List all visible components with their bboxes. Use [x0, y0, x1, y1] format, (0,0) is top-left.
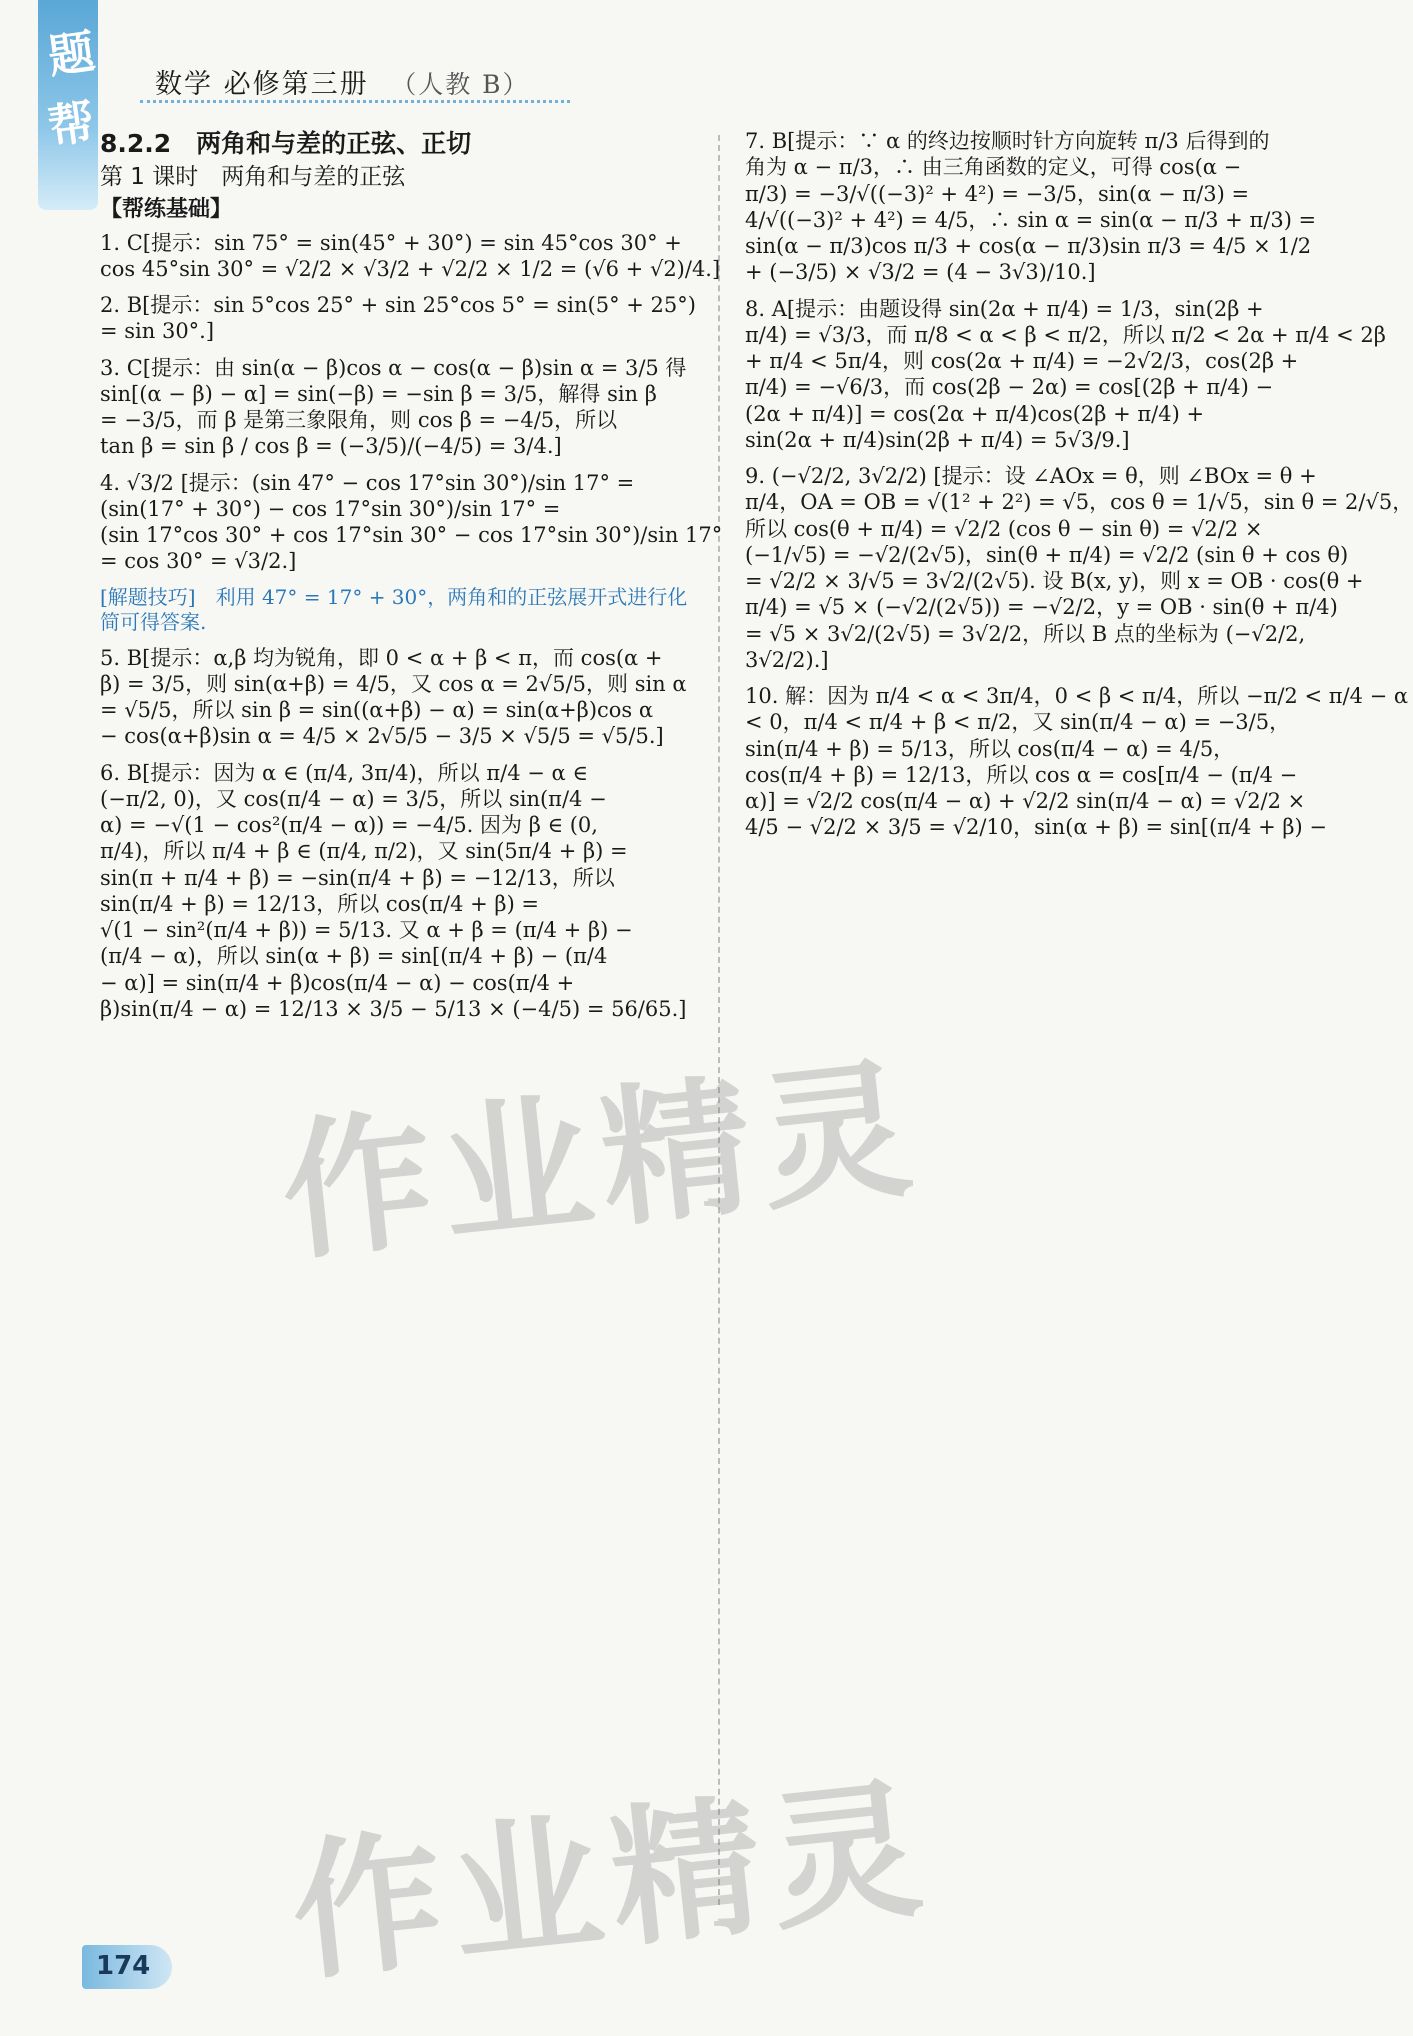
answer-line: (π/4 − α)，所以 sin(α + β) = sin[(π/4 + β) − (π/4 — [100, 944, 608, 969]
answer-line: sin(2α + π/4)sin(2β + π/4) = 5√3/9.] — [745, 427, 1130, 452]
brand-char-1: 题 — [44, 24, 98, 84]
answer-item — [100, 230, 721, 283]
left-answer-list — [100, 230, 723, 1023]
right-column — [745, 128, 1413, 851]
answer-line: 10. 解：因为 π/4 < α < 3π/4，0 < β < π/4，所以 −π/2 < π/4 − α — [745, 684, 1409, 708]
answer-item — [745, 463, 1413, 673]
answer-line: 2. B[提示：sin 5°cos 25° + sin 25°cos 5° = sin(5° + 25°) — [100, 293, 696, 317]
answer-line: 8. A[提示：由题设得 sin(2α + π/4) = 1/3，sin(2β + — [745, 296, 1264, 321]
publisher: （人教 B） — [391, 70, 530, 99]
section-title: 8.2.2 两角和与差的正弦、正切 — [100, 129, 472, 158]
answer-line: π/4，OA = OB = √(1² + 2²) = √5，cos θ = 1/√5，sin θ = 2/√5， — [745, 490, 1413, 515]
watermark: 作业精灵 — [284, 1761, 939, 2002]
answer-line: (sin(17° + 30°) − cos 17°sin 30°)/sin 17° = — [100, 496, 561, 521]
answer-line: (−π/2, 0)，又 cos(π/4 − α) = 3/5，所以 sin(π/4 − — [100, 786, 607, 811]
answer-item — [745, 128, 1340, 286]
answer-line: (sin 17°cos 30° + cos 17°sin 30° − cos 17°sin 30°)/sin 17° — [100, 523, 723, 547]
answer-line: sin[(α − β) − α] = sin(−β) = −sin β = 3/5，解得 sin β — [100, 381, 657, 406]
answer-line: β)sin(π/4 − α) = 12/13 × 3/5 − 5/13 × (−4/5) = 56/65.] — [100, 996, 687, 1021]
answer-line: 5. B[提示：α,β 均为锐角，即 0 < α + β < π，而 cos(α + — [100, 645, 663, 670]
answer-line: − α)] = sin(π/4 + β)cos(π/4 − α) − cos(π/4 + — [100, 970, 575, 995]
answer-line: sin(π/4 + β) = 12/13，所以 cos(π/4 + β) = — [100, 891, 540, 916]
answer-line: (2α + π/4)] = cos(2α + π/4)cos(2β + π/4) + — [745, 401, 1205, 426]
answer-line: 7. B[提示：∵ α 的终边按顺时针方向旋转 π/3 后得到的 — [745, 129, 1270, 153]
watermark: 作业精灵 — [274, 1041, 929, 1282]
answer-line: π/3) = −3/√((−3)² + 4²) = −3/5，sin(α − π/3) = — [745, 181, 1250, 206]
answer-line: π/4) = −√6/3，而 cos(2β − 2α) = cos[(2β + π/4) − — [745, 375, 1274, 400]
answer-line: = √5 × 3√2/(2√5) = 3√2/2，所以 B 点的坐标为 (−√2/2, — [745, 621, 1306, 646]
answer-item — [100, 292, 705, 345]
brand-logo — [38, 0, 98, 210]
answer-line: sin(π + π/4 + β) = −sin(π/4 + β) = −12/13，所以 — [100, 865, 615, 890]
answer-line: 所以 cos(θ + π/4) = √2/2 (cos θ − sin θ) = √2/2 × — [745, 516, 1263, 541]
right-answer-list — [745, 128, 1413, 841]
answer-item — [745, 683, 1409, 841]
answer-line: √(1 − sin²(π/4 + β)) = 5/13. 又 α + β = (π/4 + β) − — [100, 918, 633, 942]
answer-line: 角为 α − π/3，∴ 由三角函数的定义，可得 cos(α − — [745, 155, 1242, 180]
answer-line: 4/5 − √2/2 × 3/5 = √2/10，sin(α + β) = sin[(π/4 + β) − — [745, 815, 1327, 840]
answer-line: = cos 30° = √3/2.] — [100, 549, 297, 574]
answer-line: 1. C[提示：sin 75° = sin(45° + 30°) = sin 45°cos 30° + — [100, 230, 682, 255]
answer-line: π/4)，所以 π/4 + β ∈ (π/4, π/2)，又 sin(5π/4 + β) = — [100, 839, 628, 864]
answer-line: = sin 30°.] — [100, 319, 215, 344]
answer-line: α) = −√(1 − cos²(π/4 − α)) = −4/5. 因为 β ∈ (0, — [100, 813, 598, 837]
left-column — [100, 128, 723, 1032]
answer-item — [100, 645, 705, 750]
header-divider — [140, 100, 570, 103]
answer-line: < 0，π/4 < π/4 + β < π/2，又 sin(π/4 − α) = −3/5， — [745, 710, 1291, 735]
answer-line: cos(π/4 + β) = 12/13，所以 cos α = cos[π/4 − (π/4 − — [745, 762, 1298, 787]
page-number: 174 — [96, 1951, 151, 1981]
answer-line: 3√2/2).] — [745, 647, 829, 672]
answer-line: (−1/√5) = −√2/(2√5)，sin(θ + π/4) = √2/2 (sin θ + cos θ) — [745, 542, 1349, 567]
answer-line: + (−3/5) × √3/2 = (4 − 3√3)/10.] — [745, 260, 1096, 285]
book-title: 数学 必修第三册 — [155, 69, 369, 100]
lesson-title: 第 1 课时 两角和与差的正弦 — [100, 164, 406, 191]
answer-item — [100, 760, 705, 1023]
answer-line: 4/√((−3)² + 4²) = 4/5，∴ sin α = sin(α − π/3 + π/3) = — [745, 207, 1317, 232]
answer-line: = −3/5，而 β 是第三象限角，则 cos β = −4/5，所以 — [100, 408, 618, 432]
answer-line: π/4) = √5 × (−√2/(2√5)) = −√2/2，y = OB · sin(θ + π/4) — [745, 595, 1338, 620]
answer-line: tan β = sin β / cos β = (−3/5)/(−4/5) = 3/4.] — [100, 434, 562, 459]
answer-line: + π/4 < 5π/4，则 cos(2α + π/4) = −2√2/3，cos(2β + — [745, 349, 1299, 373]
answer-item — [100, 355, 705, 460]
answer-line: = √2/2 × 3/√5 = 3√2/(2√5). 设 B(x, y)，则 x = OB · cos(θ + — [745, 569, 1364, 593]
solving-tip: [解题技巧] 利用 47° = 17° + 30°，两角和的正弦展开式进行化简可得答案. — [100, 584, 688, 634]
answer-line: = √5/5，所以 sin β = sin((α+β) − α) = sin(α+β)cos α — [100, 698, 654, 722]
brand-char-2: 帮 — [44, 94, 98, 154]
answer-line: sin(α − π/3)cos π/3 + cos(α − π/3)sin π/3 = 4/5 × 1/2 — [745, 234, 1312, 258]
answer-line: π/4) = √3/3，而 π/8 < α < β < π/2，所以 π/2 < 2α + π/4 < 2β — [745, 322, 1386, 347]
answer-line: α)] = √2/2 cos(π/4 − α) + √2/2 sin(π/4 − α) = √2/2 × — [745, 789, 1306, 813]
answer-line: cos 45°sin 30° = √2/2 × √3/2 + √2/2 × 1/2 = (√6 + √2)/4.] — [100, 256, 721, 281]
answer-line: β) = 3/5，则 sin(α+β) = 4/5，又 cos α = 2√5/5，则 sin α — [100, 671, 687, 696]
answer-line: sin(π/4 + β) = 5/13，所以 cos(π/4 − α) = 4/5， — [745, 736, 1235, 761]
page-number-badge — [82, 1945, 172, 1989]
answer-line: 3. C[提示：由 sin(α − β)cos α − cos(α − β)sin α = 3/5 得 — [100, 355, 687, 380]
header-title — [155, 62, 530, 101]
answer-line: − cos(α+β)sin α = 4/5 × 2√5/5 − 3/5 × √5/5 = √5/5.] — [100, 724, 664, 749]
column-divider — [718, 135, 720, 1905]
answer-item — [745, 296, 1386, 454]
answer-item — [100, 470, 723, 575]
answer-line: 4. √3/2 [提示：(sin 47° − cos 17°sin 30°)/sin 17° = — [100, 470, 635, 495]
practice-tag: 【帮练基础】 — [100, 197, 233, 222]
answer-line: 9. (−√2/2, 3√2/2) [提示：设 ∠AOx = θ，则 ∠BOx = θ + — [745, 464, 1317, 488]
answer-line: 6. B[提示：因为 α ∈ (π/4, 3π/4)，所以 π/4 − α ∈ — [100, 760, 588, 785]
